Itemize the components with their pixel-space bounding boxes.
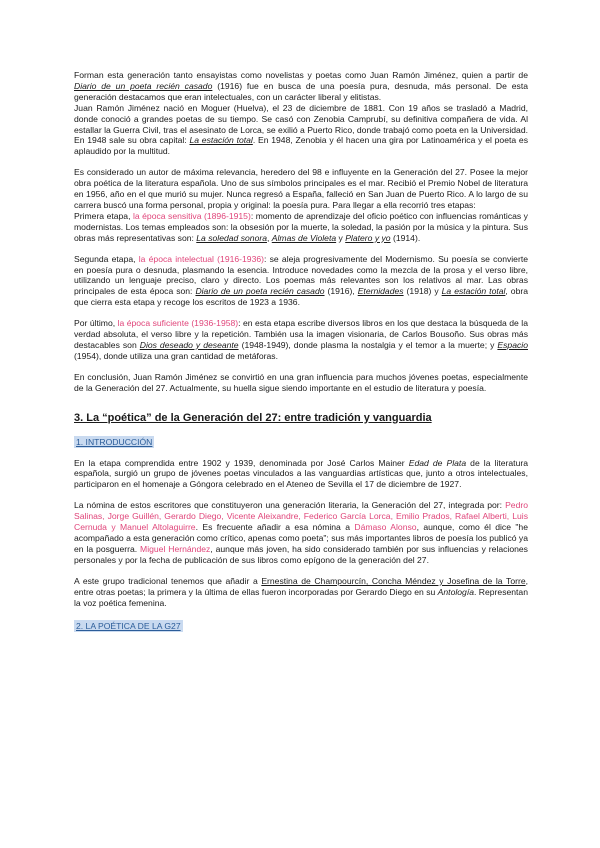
- poet-names: Ernestina de Champourcín, Concha Méndez y Josefina de la Torre: [261, 575, 526, 586]
- paragraph-nomina: [74, 500, 528, 565]
- paragraph-intro: [74, 70, 528, 103]
- paragraph-biography: [74, 103, 528, 158]
- text: Por último,: [74, 318, 118, 329]
- document-page: [74, 70, 528, 634]
- poet-name: Miguel Hernández: [140, 543, 211, 554]
- term: Edad de Plata: [408, 457, 467, 468]
- text: , obra que cierra esta etapa y recoge los escritos de 1923 a 1936.: [74, 286, 528, 308]
- stage-label: la época sensitiva (1896-1915): [132, 210, 251, 221]
- book-title: Almas de Violeta: [271, 232, 337, 243]
- text: . Es frecuente añadir a esa nómina a: [195, 522, 355, 533]
- text: , aunque, como él dice "he acompañado a esta generación como crítico, apenas como poeta"; sus más importantes libros de poesía los publicó ya en la posguerra.: [74, 522, 529, 554]
- paragraph-stage-1: [74, 211, 528, 244]
- poet-name: Dámaso Alonso: [354, 522, 417, 533]
- text: de la literatura española, surgió un grupo de jóvenes poetas vinculados a las vanguardias artísticas que, junto a otros intelectuales, participaron en el homenaje a Góngora celebrado en el Ateneo de Sevilla el 17 de diciembre de 1927.: [74, 457, 528, 490]
- poet-names: Pedro Salinas, Jorge Guillén, Gerardo Diego, Vicente Aleixandre, Federico García Lorca, Emilio Prados, Rafael Alberti, Luis Cernuda y Manuel Altolaguirre: [74, 500, 528, 533]
- paragraph-stage-3: [74, 318, 528, 362]
- text: (1954), donde utiliza una gran cantidad de metáforas.: [74, 350, 278, 361]
- text: . En 1948, Zenobia y él hacen una gira por Latinoamérica y el poeta es aplaudido por la multitud.: [74, 135, 528, 157]
- book-title: La estación total: [441, 286, 506, 297]
- book-title: Dios deseado y deseante: [139, 339, 239, 350]
- text: : momento de aprendizaje del oficio poético con influencias románticas y modernistas. Los temas empleados son: la obsesión por la muerte, la soledad, la pasión por la música y la pintura. Sus obras más representativas son:: [74, 210, 528, 243]
- text: En la etapa comprendida entre 1902 y 1939, denominada por José Carlos Mainer: [74, 457, 409, 468]
- book-title: Diario de un poeta recién casado: [74, 80, 213, 91]
- stage-label: la época intelectual (1916-1936): [138, 253, 265, 264]
- subheading-introduccion: 1. INTRODUCCIÓN: [76, 436, 153, 447]
- subheading-poetica: 2. LA POÉTICA DE LA G27: [76, 621, 181, 632]
- text: : se aleja progresivamente del Modernismo. Su poesía se convierte en poesía pura o desnuda, plasmando la esencia. Introduce novedades como la mezcla de la prosa y el verso libre, utilizando un lenguaje preciso, claro y directo. Los poemas más relevantes son los relativos al mar. Las obras principales de esta época son:: [74, 253, 528, 297]
- text: A este grupo tradicional tenemos que añadir a: [74, 575, 262, 586]
- text: : en esta etapa escribe diversos libros en los que destaca la búsqueda de la verdad absoluta, el verso libre y la repetición. También usa la imagen visionaria, de Carlos Bousoño. Sus obras más destacables son: [74, 318, 528, 350]
- text: (1916),: [324, 286, 358, 297]
- text: Juan Ramón Jiménez nació en Moguer (Huelva), el 23 de diciembre de 1881. Con 19 años se trasladó a Madrid, donde conoció a grandes poetas de su tiempo. Se casó con Zenobia Camprubí, su definitiva compañera de vida. Al estallar la Guerra Civil, tras el asesinato de Lorca, se exilió a Puerto Rico, donde trabajó como poeta en la Universidad. En 1948 sale su obra capital:: [74, 102, 528, 146]
- paragraph-relevance: Es considerado un autor de máxima relevancia, heredero del 98 e influyente en la Generación del 27. Posee la mejor obra poética de la literatura española. Uno de sus símbolos principales es el mar. Recibió el Premio Nobel de literatura en 1956, año en el que murió su mujer. Nunca regresó a España, falleció en San Juan de Puerto Rico. A lo largo de su carrera buscó una forma personal, propia y original: la poesía pura. Para llegar a ella recorrió tres etapas:: [74, 167, 528, 210]
- book-title: Espacio: [497, 339, 528, 350]
- paragraph-conclusion: En conclusión, Juan Ramón Jiménez se convirtió en una gran influencia para muchos jóvenes poetas, especialmente de la Generación del 27. Actualmente, su huella sigue siendo importante en el estudio de literatura y poesía.: [74, 371, 528, 393]
- book-title: La soledad sonora: [196, 232, 267, 243]
- book-title: Eternidades: [357, 286, 404, 297]
- paragraph-poetas-femeninas: [74, 576, 528, 609]
- text: y: [336, 232, 346, 243]
- section-heading: 3. La “poética” de la Generación del 27: entre tradición y vanguardia: [74, 411, 432, 424]
- text: ,: [267, 232, 272, 243]
- text: (1914).: [390, 232, 421, 243]
- text: Segunda etapa,: [74, 253, 139, 264]
- text: (1948-1949), donde plasma la nostalgia y el temor a la muerte; y: [238, 339, 498, 350]
- book-title: Platero y yo: [345, 232, 391, 243]
- paragraph-stage-2: [74, 254, 528, 309]
- text: La nómina de estos escritores que constituyeron una generación literaria, la Generación del 27, integrada por:: [74, 500, 506, 511]
- text: (1918) y: [403, 286, 442, 297]
- text: (1916) fue en busca de una poesía pura, desnuda, más personal. De esta generación destacamos que eran intelectuales, con un carácter liberal y elitistas.: [74, 80, 528, 102]
- book-title: Diario de un poeta recién casado: [195, 286, 325, 297]
- stage-label: la época suficiente (1936-1958): [117, 318, 239, 329]
- text: Primera etapa,: [74, 210, 133, 221]
- text: Forman esta generación tanto ensayistas como novelistas y poetas como Juan Ramón Jiménez, quien a partir de: [74, 70, 528, 80]
- text: . Representan la voz poética femenina.: [74, 586, 528, 608]
- text: , aunque más joven, ha sido considerado también por sus influencias y relaciones personales y por la fecha de publicación de sus libros como epígono de la generación del 27.: [74, 543, 528, 565]
- book-title: La estación total: [189, 135, 253, 146]
- book-title: Antología: [437, 586, 474, 597]
- text: , entre otras poetas; la primera y la última de ellas fueron incorporadas por Gerardo Diego en su: [74, 575, 528, 597]
- paragraph-edad-de-plata: [74, 458, 528, 491]
